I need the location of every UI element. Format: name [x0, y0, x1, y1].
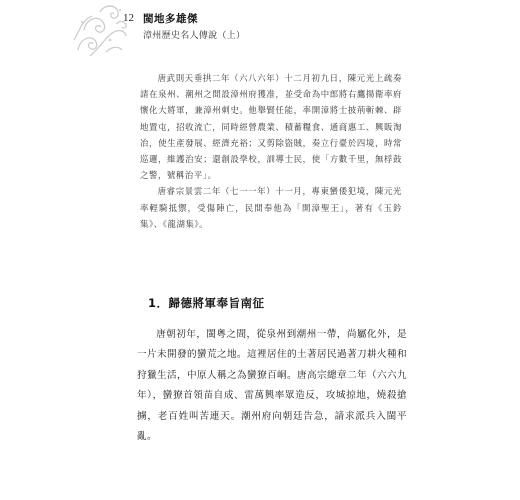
book-title: 閩地多雄傑 — [143, 13, 198, 25]
body-text — [137, 325, 407, 447]
body-paragraph: 唐朝初年，閩粵之間，從泉州到潮州一帶，尚屬化外，是一片未開發的蠻荒之地。這裡居住的土著居民過著刀耕火種和狩獵生活，中原人稱之為蠻獠百峒。唐高宗總章二年（六六九年），蠻獠首領苗自成、雷萬興率眾造反，攻城掠地，燒殺搶擄，老百姓叫苦連天。潮州府向朝廷告急，請求派兵入閩平亂。 — [137, 329, 407, 443]
cloud-ornament-icon — [70, 0, 130, 58]
page-number: 12 — [123, 12, 134, 24]
section-heading: 1．歸德將軍奉旨南征 — [148, 296, 265, 310]
intro-paragraph: 唐武則天垂拱二年（六八六年）十二月初九日，陳元光上疏奏請在泉州、潮州之間設漳州府獲准，並受命為中郎將右鷹揚衛率府懷化大將軍，兼漳州刺史。他舉賢任能，率開漳將士披荊斬棘、辟地置屯，招收流亡，同時經營農業、積蓄糧食、通商惠工、興販淘冶，使生產發展、經濟充裕；又剪除盜賊，奏立行臺於四境，時常巡邏，維護治安；還創設學校，訓導士民，使「方數千里，無桴鼓之警，號稱治平」。 — [140, 73, 402, 181]
book-subtitle: 漳州歷史名人傳說（上） — [143, 31, 246, 41]
intro-paragraph: 唐睿宗景雲二年（七一一年）十一月，專東蠻倭犯境，陳元光率輕騎抵禦，受傷陣亡，民間奉他為「開漳聖王」，著有《玉鈐集》、《龍湖集》。 — [140, 186, 402, 229]
intro-block — [140, 70, 402, 232]
